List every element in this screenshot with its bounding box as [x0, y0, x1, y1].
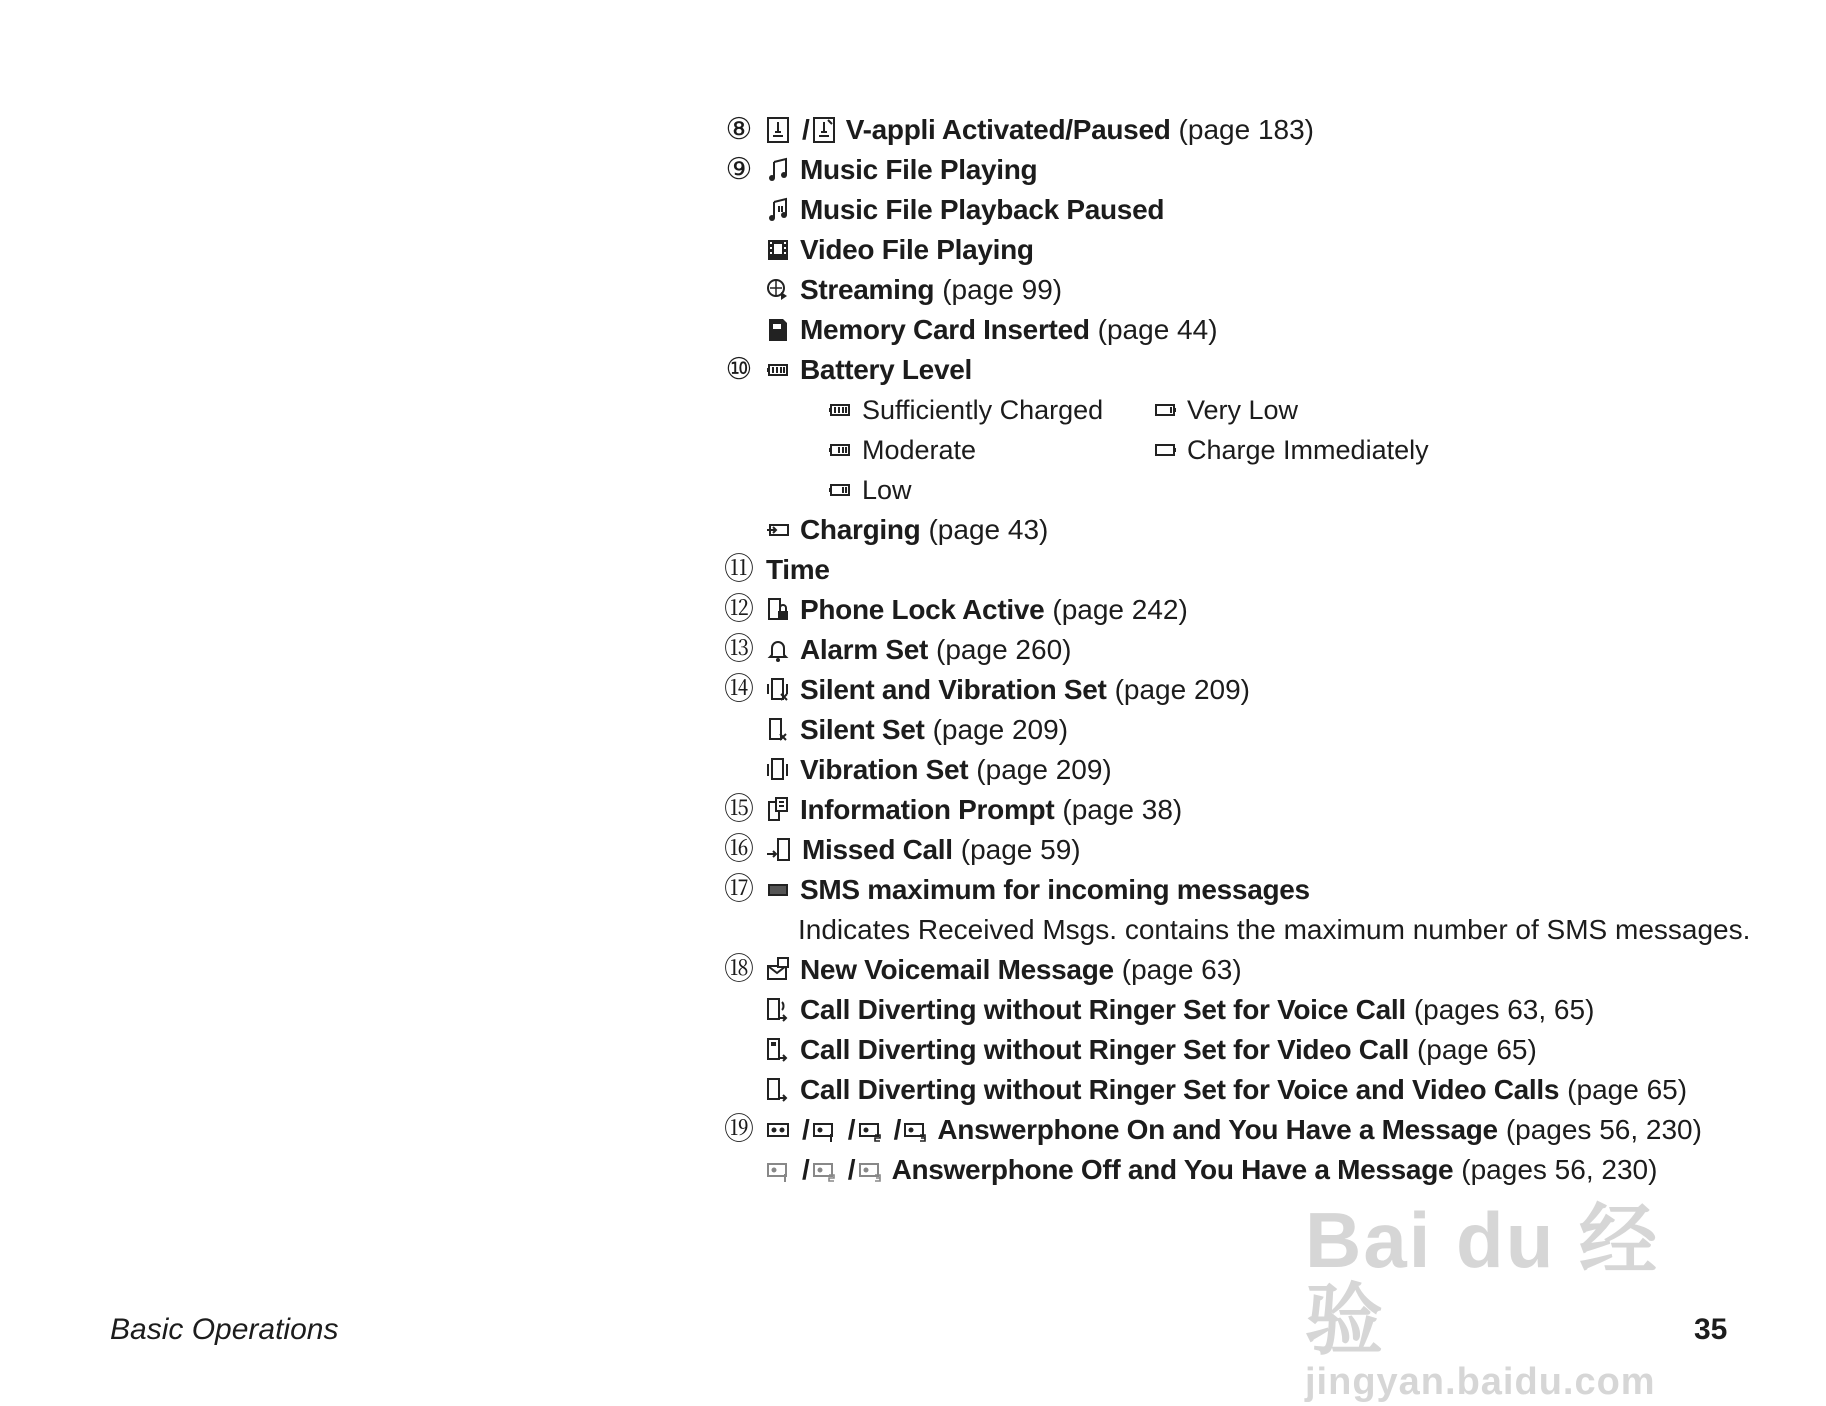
phone-lock-icon	[766, 596, 790, 624]
battery-moderate-icon	[828, 436, 852, 464]
item-missed-call	[722, 830, 1081, 870]
item-number: ⑱	[724, 953, 754, 986]
description-text: Indicates Received Msgs. contains the maximum number of SMS messages.	[798, 914, 1751, 945]
battery-very-low	[1153, 390, 1298, 430]
page-reference: (page 59)	[960, 834, 1081, 865]
item-label: Phone Lock Active	[800, 594, 1045, 625]
item-label: Call Diverting without Ringer Set for Voice Call	[800, 994, 1406, 1025]
item-label: Music File Playing	[800, 154, 1038, 185]
page-reference: (page 209)	[976, 754, 1112, 785]
item-label: Missed Call	[802, 834, 953, 865]
item-number: ⑧	[725, 113, 753, 146]
page-reference: (page 44)	[1097, 314, 1218, 345]
item-information-prompt	[722, 790, 1182, 830]
answerphone-msg-1-icon	[812, 1116, 836, 1144]
page-reference: (pages 56, 230)	[1505, 1114, 1702, 1145]
item-number: ⑰	[724, 873, 754, 906]
item-phone-lock	[722, 590, 1188, 630]
item-number: ⑪	[724, 553, 754, 586]
battery-low	[828, 470, 912, 510]
answerphone-off-msg-1-icon	[766, 1156, 790, 1184]
watermark-url: jingyan.baidu.com	[1305, 1361, 1656, 1403]
item-label: Silent Set	[800, 714, 925, 745]
item-label: Vibration Set	[800, 754, 969, 785]
memory-card-icon	[766, 316, 790, 344]
page-reference: (page 38)	[1062, 794, 1183, 825]
page-reference: (pages 56, 230)	[1461, 1154, 1658, 1185]
item-divert-video	[766, 1030, 1537, 1070]
sms-maximum-description	[798, 910, 1750, 950]
voicemail-icon	[766, 956, 790, 984]
item-label: SMS maximum for incoming messages	[800, 874, 1310, 905]
item-label: Answerphone Off and You Have a Message	[891, 1154, 1454, 1185]
item-label: Silent and Vibration Set	[800, 674, 1107, 705]
item-sms-maximum	[722, 870, 1310, 910]
item-label: Answerphone On and You Have a Message	[937, 1114, 1498, 1145]
watermark-brand: Bai du 经验	[1305, 1196, 1660, 1364]
item-alarm	[722, 630, 1071, 670]
charging-icon	[766, 516, 790, 544]
item-new-voicemail	[722, 950, 1242, 990]
battery-level-label: Charge Immediately	[1187, 435, 1429, 465]
silent-vibration-icon	[766, 676, 790, 704]
slash: /	[802, 114, 810, 145]
battery-level-label: Moderate	[862, 435, 977, 465]
answerphone-msg-2-icon	[858, 1116, 882, 1144]
item-vappli	[722, 110, 1314, 150]
answerphone-off-msg-3-icon	[858, 1156, 882, 1184]
item-number: ⑬	[724, 633, 754, 666]
item-label: Music File Playback Paused	[800, 194, 1165, 225]
answerphone-on-icon	[766, 1116, 790, 1144]
item-music-playing	[722, 150, 1037, 190]
item-number: ⑭	[724, 673, 754, 706]
battery-level-label: Very Low	[1187, 395, 1299, 425]
battery-low-icon	[828, 476, 852, 504]
slash: /	[847, 1114, 856, 1145]
item-vibration	[766, 750, 1112, 790]
divert-voice-video-icon	[766, 1076, 790, 1104]
item-number: ⑲	[724, 1113, 754, 1146]
item-number: ⑯	[724, 833, 754, 866]
battery-full-icon	[766, 356, 790, 384]
battery-charge-immediately	[1153, 430, 1429, 470]
page-reference: (pages 63, 65)	[1413, 994, 1595, 1025]
vibration-icon	[766, 756, 790, 784]
section-title: Basic Operations	[110, 1313, 339, 1346]
item-answerphone-off	[766, 1150, 1657, 1190]
page-reference: (page 209)	[932, 714, 1069, 745]
item-answerphone-on	[722, 1110, 1702, 1150]
item-label: V-appli Activated/Paused	[845, 114, 1171, 145]
item-label: New Voicemail Message	[800, 954, 1114, 985]
item-label: Battery Level	[800, 354, 972, 385]
divert-video-icon	[766, 1036, 790, 1064]
missed-call-icon	[766, 836, 792, 864]
item-label: Information Prompt	[800, 794, 1055, 825]
battery-moderate	[828, 430, 976, 470]
item-divert-voice-video	[766, 1070, 1687, 1110]
item-silent	[766, 710, 1068, 750]
slash: /	[802, 1114, 810, 1145]
page-reference: (page 43)	[928, 514, 1049, 545]
page-reference: (page 209)	[1114, 674, 1250, 705]
bell-icon	[766, 636, 790, 664]
music-note-icon	[766, 156, 790, 184]
item-time	[722, 550, 830, 590]
page-reference: (page 63)	[1121, 954, 1242, 985]
item-divert-voice	[766, 990, 1594, 1030]
page-reference: (page 242)	[1052, 594, 1188, 625]
item-charging	[766, 510, 1048, 550]
slash: /	[802, 1154, 810, 1185]
page-reference: (page 65)	[1567, 1074, 1688, 1105]
item-number: ⑫	[724, 593, 754, 626]
item-label: Streaming	[800, 274, 935, 305]
item-label: Alarm Set	[800, 634, 929, 665]
item-label: Video File Playing	[800, 234, 1034, 265]
item-label: Call Diverting without Ringer Set for Voice and Video Calls	[800, 1074, 1560, 1105]
item-battery-level	[722, 350, 972, 390]
battery-sufficient	[828, 390, 1103, 430]
answerphone-off-msg-2-icon	[812, 1156, 836, 1184]
answerphone-msg-3-icon	[903, 1116, 927, 1144]
slash: /	[893, 1114, 902, 1145]
music-paused-icon	[766, 196, 790, 224]
film-icon	[766, 236, 790, 264]
vappli-activated-icon	[766, 116, 790, 144]
battery-full-icon	[828, 396, 852, 424]
item-label: Time	[766, 554, 830, 585]
item-label: Memory Card Inserted	[800, 314, 1090, 345]
battery-level-label: Low	[862, 475, 912, 505]
battery-empty-icon	[1153, 436, 1177, 464]
item-label: Charging	[800, 514, 921, 545]
battery-level-label: Sufficiently Charged	[862, 395, 1104, 425]
page-reference: (page 183)	[1178, 114, 1314, 145]
page-number: 35	[1694, 1313, 1728, 1346]
page-reference: (page 260)	[936, 634, 1072, 665]
sms-full-icon	[766, 876, 790, 904]
battery-very-low-icon	[1153, 396, 1177, 424]
item-label: Call Diverting without Ringer Set for Video Call	[800, 1034, 1409, 1065]
slash: /	[847, 1154, 856, 1185]
item-number: ⑩	[725, 353, 753, 386]
item-silent-vibration	[722, 670, 1250, 710]
page-reference: (page 65)	[1416, 1034, 1537, 1065]
vappli-paused-icon	[812, 116, 836, 144]
baidu-watermark	[1305, 1196, 1735, 1403]
silent-icon	[766, 716, 790, 744]
item-video-playing	[766, 230, 1034, 270]
item-memory-card	[766, 310, 1218, 350]
information-prompt-icon	[766, 796, 790, 824]
divert-voice-icon	[766, 996, 790, 1024]
streaming-icon	[766, 276, 790, 304]
item-number: ⑨	[725, 153, 753, 186]
item-streaming	[766, 270, 1062, 310]
item-music-paused	[766, 190, 1164, 230]
page-reference: (page 99)	[942, 274, 1063, 305]
item-number: ⑮	[724, 793, 754, 826]
